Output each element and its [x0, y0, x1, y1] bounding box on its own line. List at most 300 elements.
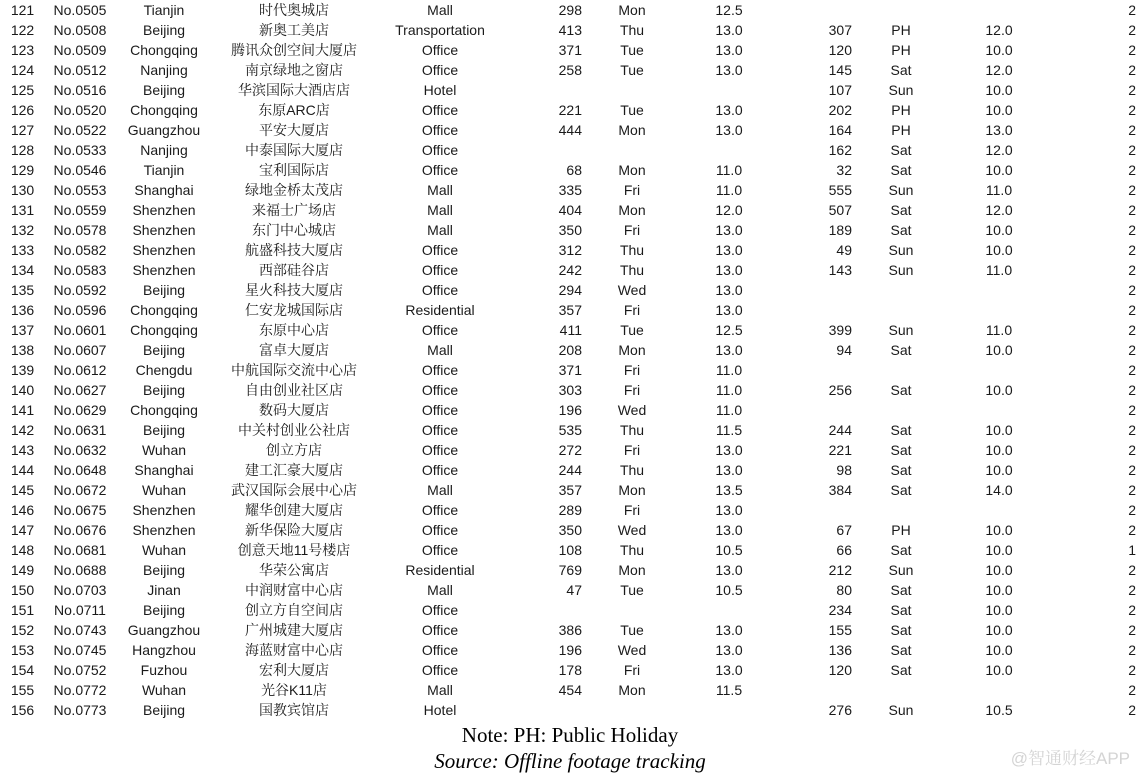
cell-city: Beijing	[142, 702, 186, 718]
table-row	[0, 400, 1140, 420]
cell-name: 创意天地11号楼店	[237, 542, 351, 558]
cell-name: 平安大厦店	[259, 122, 329, 138]
cell-v2: 164	[828, 122, 852, 138]
cell-rank: 127	[10, 122, 35, 138]
cell-d2: Sat	[890, 442, 912, 458]
cell-city: Guangzhou	[127, 622, 201, 638]
cell-rank: 156	[10, 702, 35, 718]
cell-type: Mall	[427, 482, 453, 498]
cell-t1: 13.5	[715, 482, 743, 498]
cell-t2: 13.0	[985, 122, 1013, 138]
cell-no: No.0512	[53, 62, 107, 78]
cell-v1: 371	[558, 42, 582, 58]
cell-d1: Tue	[620, 322, 644, 338]
cell-name: 宝利国际店	[259, 162, 329, 178]
cell-d2: Sat	[890, 542, 912, 558]
cell-rank: 146	[10, 502, 35, 518]
cell-name: 来福士广场店	[252, 202, 336, 218]
cell-type: Mall	[427, 182, 453, 198]
cell-type: Office	[421, 242, 459, 258]
cell-t2: 10.0	[985, 222, 1013, 238]
cell-rank: 138	[10, 342, 35, 358]
cell-v1: 68	[566, 162, 582, 178]
table-row	[0, 360, 1140, 380]
cell-rank: 152	[10, 622, 35, 638]
cell-t1: 13.0	[715, 122, 743, 138]
cell-last: 2	[1128, 222, 1136, 238]
cell-t1: 12.5	[715, 2, 743, 18]
cell-no: No.0516	[53, 82, 107, 98]
cell-t2: 11.0	[985, 322, 1013, 338]
cell-last: 2	[1128, 62, 1136, 78]
cell-city: Wuhan	[141, 682, 187, 698]
cell-d1: Mon	[618, 202, 646, 218]
cell-last: 2	[1128, 242, 1136, 258]
table-row	[0, 700, 1140, 720]
cell-t2: 10.0	[985, 602, 1013, 618]
cell-rank: 154	[10, 662, 35, 678]
cell-t1: 13.0	[715, 662, 743, 678]
cell-city: Shenzhen	[132, 222, 196, 238]
cell-no: No.0676	[53, 522, 107, 538]
cell-name: 航盛科技大厦店	[245, 242, 343, 258]
cell-t2: 12.0	[985, 62, 1013, 78]
cell-d2: Sat	[890, 342, 912, 358]
cell-t2: 12.0	[985, 202, 1013, 218]
cell-city: Nanjing	[140, 62, 188, 78]
table-row	[0, 40, 1140, 60]
cell-type: Office	[421, 62, 459, 78]
cell-d1: Thu	[619, 462, 645, 478]
cell-t1: 13.0	[715, 522, 743, 538]
table-row	[0, 220, 1140, 240]
cell-city: Shenzhen	[132, 502, 196, 518]
cell-type: Office	[421, 542, 459, 558]
cell-no: No.0627	[53, 382, 107, 398]
table-row	[0, 340, 1140, 360]
cell-name: 华滨国际大酒店店	[238, 82, 350, 98]
cell-d1: Fri	[623, 182, 641, 198]
cell-no: No.0533	[53, 142, 107, 158]
cell-name: 中关村创业公社店	[238, 422, 350, 438]
cell-type: Mall	[427, 582, 453, 598]
cell-no: No.0582	[53, 242, 107, 258]
cell-v2: 143	[828, 262, 852, 278]
cell-city: Beijing	[142, 342, 186, 358]
table-row	[0, 500, 1140, 520]
cell-d2: PH	[891, 22, 911, 38]
cell-type: Office	[421, 622, 459, 638]
cell-city: Nanjing	[140, 142, 188, 158]
cell-no: No.0508	[53, 22, 107, 38]
cell-rank: 121	[10, 2, 35, 18]
table-row	[0, 200, 1140, 220]
cell-d2: Sun	[888, 562, 914, 578]
cell-t2: 10.0	[985, 42, 1013, 58]
cell-type: Office	[421, 662, 459, 678]
cell-last: 2	[1128, 302, 1136, 318]
cell-d1: Fri	[623, 442, 641, 458]
cell-city: Chongqing	[130, 42, 198, 58]
cell-last: 2	[1128, 502, 1136, 518]
cell-t2: 10.0	[985, 442, 1013, 458]
cell-city: Beijing	[142, 602, 186, 618]
cell-city: Wuhan	[141, 442, 187, 458]
cell-name: 宏利大厦店	[259, 662, 329, 678]
cell-v2: 507	[828, 202, 852, 218]
cell-v1: 258	[558, 62, 582, 78]
cell-d1: Mon	[618, 562, 646, 578]
cell-name: 星火科技大厦店	[245, 282, 343, 298]
cell-d2: Sat	[890, 602, 912, 618]
cell-no: No.0675	[53, 502, 107, 518]
cell-d1: Thu	[619, 242, 645, 258]
cell-no: No.0607	[53, 342, 107, 358]
cell-v1: 350	[558, 222, 582, 238]
cell-t1: 13.0	[715, 622, 743, 638]
cell-v1: 108	[558, 542, 582, 558]
cell-rank: 153	[10, 642, 35, 658]
cell-type: Transportation	[395, 22, 485, 38]
cell-last: 2	[1128, 442, 1136, 458]
cell-city: Guangzhou	[127, 122, 201, 138]
cell-city: Shanghai	[134, 462, 194, 478]
table-row	[0, 520, 1140, 540]
cell-d1: Wed	[617, 522, 647, 538]
cell-rank: 129	[10, 162, 35, 178]
cell-v2: 162	[828, 142, 852, 158]
cell-name: 数码大厦店	[259, 402, 329, 418]
cell-rank: 132	[10, 222, 35, 238]
table-row	[0, 60, 1140, 80]
cell-d1: Fri	[623, 362, 641, 378]
cell-last: 2	[1128, 402, 1136, 418]
cell-last: 2	[1128, 482, 1136, 498]
cell-v2: 67	[836, 522, 852, 538]
cell-d2: Sun	[888, 82, 914, 98]
cell-t2: 10.0	[985, 562, 1013, 578]
cell-rank: 133	[10, 242, 35, 258]
cell-t2: 10.0	[985, 102, 1013, 118]
cell-city: Chongqing	[130, 102, 198, 118]
cell-last: 2	[1128, 102, 1136, 118]
cell-t1: 13.0	[715, 102, 743, 118]
cell-name: 南京绿地之窗店	[245, 62, 343, 78]
cell-v1: 413	[558, 22, 582, 38]
cell-type: Office	[421, 442, 459, 458]
cell-rank: 149	[10, 562, 35, 578]
cell-d1: Tue	[620, 42, 644, 58]
cell-rank: 130	[10, 182, 35, 198]
cell-last: 2	[1128, 322, 1136, 338]
cell-rank: 140	[10, 382, 35, 398]
cell-d1: Fri	[623, 502, 641, 518]
cell-rank: 137	[10, 322, 35, 338]
cell-v2: 221	[828, 442, 852, 458]
cell-last: 2	[1128, 282, 1136, 298]
cell-no: No.0772	[53, 682, 107, 698]
cell-city: Beijing	[142, 22, 186, 38]
table-row	[0, 600, 1140, 620]
cell-no: No.0559	[53, 202, 107, 218]
cell-v2: 202	[828, 102, 852, 118]
table-row	[0, 180, 1140, 200]
cell-no: No.0672	[53, 482, 107, 498]
cell-type: Office	[421, 522, 459, 538]
table-row	[0, 140, 1140, 160]
cell-last: 2	[1128, 682, 1136, 698]
cell-v2: 244	[828, 422, 852, 438]
cell-t1: 13.0	[715, 562, 743, 578]
cell-city: Shenzhen	[132, 522, 196, 538]
cell-type: Hotel	[423, 702, 457, 718]
cell-v1: 444	[558, 122, 582, 138]
cell-d1: Tue	[620, 102, 644, 118]
cell-d1: Tue	[620, 62, 644, 78]
cell-d2: Sat	[890, 482, 912, 498]
cell-v1: 47	[566, 582, 582, 598]
cell-type: Residential	[405, 302, 475, 318]
cell-name: 创立方店	[266, 442, 322, 458]
cell-v2: 80	[836, 582, 852, 598]
cell-name: 西部硅谷店	[259, 262, 329, 278]
cell-city: Shenzhen	[132, 202, 196, 218]
cell-v1: 411	[559, 322, 582, 338]
cell-rank: 124	[10, 62, 35, 78]
cell-d1: Fri	[623, 382, 641, 398]
table-row	[0, 160, 1140, 180]
cell-type: Office	[421, 322, 459, 338]
cell-city: Beijing	[142, 382, 186, 398]
table-row	[0, 460, 1140, 480]
cell-last: 2	[1128, 122, 1136, 138]
cell-t2: 10.0	[985, 162, 1013, 178]
cell-no: No.0632	[53, 442, 107, 458]
cell-d1: Fri	[623, 302, 641, 318]
cell-city: Chengdu	[135, 362, 193, 378]
cell-d2: Sat	[890, 382, 912, 398]
cell-no: No.0522	[53, 122, 107, 138]
cell-d1: Mon	[618, 342, 646, 358]
cell-no: No.0505	[53, 2, 107, 18]
cell-no: No.0711	[54, 602, 106, 618]
cell-last: 2	[1128, 362, 1136, 378]
cell-v1: 221	[558, 102, 582, 118]
cell-d2: Sun	[888, 242, 914, 258]
cell-t2: 10.0	[985, 542, 1013, 558]
cell-name: 创立方自空间店	[245, 602, 343, 618]
table-row	[0, 80, 1140, 100]
cell-rank: 151	[10, 602, 35, 618]
cell-v1: 208	[558, 342, 582, 358]
cell-v2: 32	[836, 162, 852, 178]
cell-v2: 145	[828, 62, 852, 78]
cell-rank: 135	[10, 282, 35, 298]
watermark: @智通财经APP	[1010, 749, 1130, 768]
cell-v1: 357	[558, 302, 582, 318]
cell-no: No.0509	[53, 42, 107, 58]
cell-rank: 147	[10, 522, 35, 538]
cell-no: No.0703	[53, 582, 107, 598]
cell-last: 2	[1128, 642, 1136, 658]
cell-city: Chongqing	[130, 302, 198, 318]
cell-d1: Wed	[617, 402, 647, 418]
cell-name: 腾讯众创空间大厦店	[231, 42, 357, 58]
cell-city: Shenzhen	[132, 262, 196, 278]
cell-name: 新华保险大厦店	[245, 522, 343, 538]
cell-v1: 312	[558, 242, 582, 258]
cell-no: No.0648	[53, 462, 107, 478]
cell-name: 建工汇豪大厦店	[245, 462, 343, 478]
cell-d1: Thu	[619, 542, 645, 558]
cell-city: Shenzhen	[132, 242, 196, 258]
cell-rank: 141	[10, 402, 35, 418]
cell-t1: 13.0	[715, 342, 743, 358]
cell-v1: 178	[558, 662, 582, 678]
table-row	[0, 420, 1140, 440]
cell-d2: Sun	[888, 702, 914, 718]
cell-rank: 148	[10, 542, 35, 558]
cell-v2: 98	[836, 462, 852, 478]
cell-d1: Tue	[620, 582, 644, 598]
cell-rank: 134	[10, 262, 35, 278]
cell-d1: Mon	[618, 2, 646, 18]
cell-v1: 294	[558, 282, 582, 298]
cell-name: 东原ARC店	[258, 102, 330, 118]
cell-name: 绿地金桥太茂店	[245, 182, 343, 198]
cell-no: No.0773	[53, 702, 107, 718]
cell-name: 中润财富中心店	[245, 582, 343, 598]
cell-v2: 555	[828, 182, 852, 198]
cell-d2: Sat	[890, 142, 912, 158]
cell-v1: 298	[558, 2, 582, 18]
cell-no: No.0743	[53, 622, 107, 638]
table-row	[0, 300, 1140, 320]
cell-rank: 155	[10, 682, 35, 698]
cell-rank: 128	[10, 142, 35, 158]
cell-d2: PH	[891, 102, 911, 118]
cell-d2: PH	[891, 42, 911, 58]
cell-t1: 13.0	[715, 262, 743, 278]
cell-t1: 10.5	[715, 582, 743, 598]
cell-v2: 155	[828, 622, 852, 638]
cell-rank: 143	[10, 442, 35, 458]
cell-d1: Thu	[619, 422, 645, 438]
cell-t2: 10.0	[985, 462, 1013, 478]
cell-d2: Sat	[890, 642, 912, 658]
cell-city: Wuhan	[141, 482, 187, 498]
cell-t2: 10.0	[985, 382, 1013, 398]
cell-v2: 66	[836, 542, 852, 558]
cell-v1: 272	[558, 442, 582, 458]
cell-last: 2	[1128, 22, 1136, 38]
cell-t2: 10.0	[985, 522, 1013, 538]
cell-no: No.0688	[53, 562, 107, 578]
cell-type: Hotel	[423, 82, 457, 98]
cell-last: 2	[1128, 622, 1136, 638]
cell-v2: 94	[836, 342, 852, 358]
cell-no: No.0629	[53, 402, 107, 418]
cell-d1: Thu	[619, 262, 645, 278]
cell-t1: 13.0	[715, 442, 743, 458]
cell-name: 中航国际交流中心店	[231, 362, 357, 378]
cell-d2: Sat	[890, 422, 912, 438]
table-row	[0, 20, 1140, 40]
cell-no: No.0681	[53, 542, 107, 558]
cell-type: Mall	[427, 2, 453, 18]
cell-city: Beijing	[142, 562, 186, 578]
table-row	[0, 660, 1140, 680]
cell-no: No.0546	[53, 162, 107, 178]
cell-t2: 10.0	[985, 582, 1013, 598]
cell-v2: 307	[828, 22, 852, 38]
cell-v1: 196	[558, 642, 582, 658]
table-row	[0, 240, 1140, 260]
cell-last: 2	[1128, 2, 1136, 18]
cell-city: Shanghai	[134, 182, 194, 198]
cell-t2: 12.0	[985, 142, 1013, 158]
cell-type: Office	[421, 102, 459, 118]
cell-no: No.0601	[53, 322, 107, 338]
cell-v2: 399	[828, 322, 852, 338]
table-row	[0, 440, 1140, 460]
cell-v1: 454	[558, 682, 582, 698]
cell-type: Office	[421, 122, 459, 138]
cell-name: 华荣公寓店	[259, 562, 329, 578]
cell-type: Office	[421, 462, 459, 478]
cell-type: Office	[421, 402, 459, 418]
cell-name: 时代奥城店	[259, 2, 329, 18]
cell-d1: Wed	[617, 282, 647, 298]
cell-city: Jinan	[147, 582, 181, 598]
cell-t1: 13.0	[715, 62, 743, 78]
cell-v2: 276	[828, 702, 852, 718]
cell-name: 新奥工美店	[259, 22, 329, 38]
cell-v2: 212	[828, 562, 852, 578]
table-row	[0, 640, 1140, 660]
cell-last: 2	[1128, 142, 1136, 158]
cell-last: 2	[1128, 382, 1136, 398]
table-row	[0, 480, 1140, 500]
cell-type: Office	[421, 362, 459, 378]
table-row	[0, 560, 1140, 580]
cell-t1: 11.0	[715, 362, 743, 378]
cell-v1: 404	[558, 202, 582, 218]
cell-v1: 350	[558, 522, 582, 538]
cell-t2: 10.0	[985, 662, 1013, 678]
cell-type: Office	[421, 162, 459, 178]
table-row	[0, 280, 1140, 300]
cell-t2: 10.0	[985, 642, 1013, 658]
cell-city: Hangzhou	[132, 642, 196, 658]
cell-no: No.0592	[53, 282, 107, 298]
cell-last: 2	[1128, 522, 1136, 538]
cell-last: 2	[1128, 262, 1136, 278]
cell-t1: 10.5	[715, 542, 743, 558]
cell-d1: Fri	[623, 222, 641, 238]
table-row	[0, 380, 1140, 400]
cell-v1: 357	[558, 482, 582, 498]
cell-name: 耀华创建大厦店	[245, 502, 343, 518]
cell-rank: 123	[10, 42, 35, 58]
cell-d1: Mon	[618, 162, 646, 178]
cell-type: Office	[421, 422, 459, 438]
cell-rank: 150	[10, 582, 35, 598]
cell-d1: Mon	[618, 682, 646, 698]
cell-t1: 12.5	[715, 322, 743, 338]
cell-rank: 136	[10, 302, 35, 318]
cell-t2: 11.0	[985, 262, 1013, 278]
